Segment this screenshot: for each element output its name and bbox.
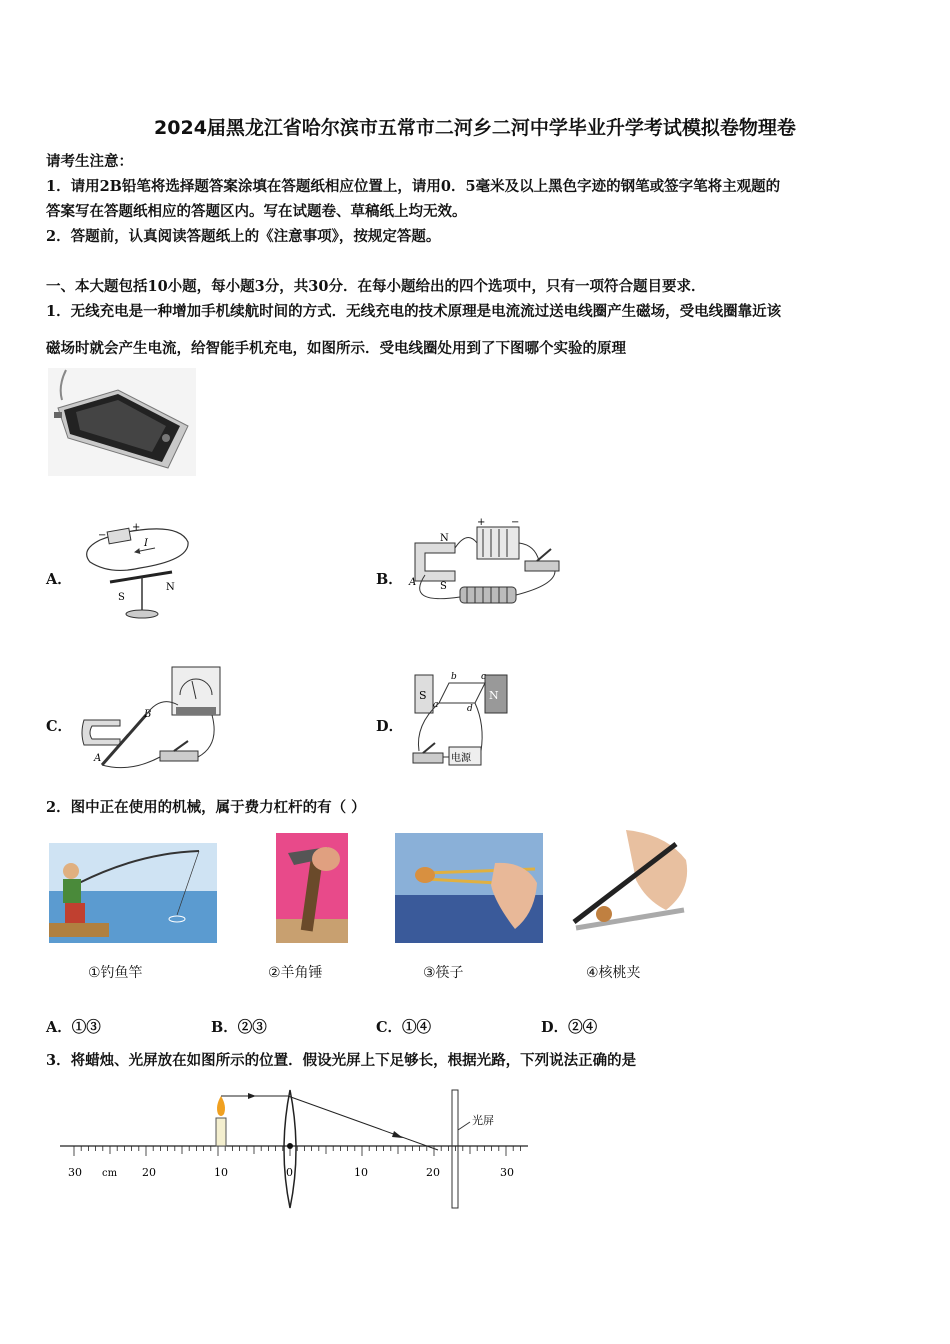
svg-text:B: B — [144, 709, 152, 720]
notice-line-1: 1．请用2B铅笔将选择题答案涂填在答题纸相应位置上，请用0．5毫米及以上黑色字迹的钢笔或签字笔将主观题的 — [46, 178, 781, 195]
claw-hammer-image — [276, 833, 348, 943]
notice-line-2: 答案写在答题纸相应的答题区内。写在试题卷、草稿纸上均无效。 — [46, 203, 467, 220]
q1-option-c-label: C． — [46, 718, 73, 735]
notice-heading: 请考生注意： — [46, 153, 133, 170]
svg-text:N: N — [166, 582, 175, 593]
q2-caption-2: ②羊角锤 — [268, 965, 323, 981]
notice-line-3: 2．答题前，认真阅读答题纸上的《注意事项》，按规定答题。 — [46, 228, 441, 245]
q3-stem: 3．将蜡烛、光屏放在如图所示的位置．假设光屏上下足够长，根据光路，下列说法正确的是 — [46, 1052, 637, 1069]
svg-text:光屏: 光屏 — [472, 1114, 494, 1127]
q2-option-d: D．②④ — [541, 1019, 598, 1036]
q1-figure-c — [80, 665, 225, 773]
fishing-rod-image — [49, 843, 217, 943]
q2-option-c: C．①④ — [376, 1019, 432, 1036]
wireless-charger-image — [48, 368, 196, 476]
svg-text:S: S — [118, 592, 125, 603]
q1-figure-a — [80, 520, 195, 625]
q1-figure-d — [405, 665, 515, 773]
q1-stem-line-1: 1．无线充电是一种增加手机续航时间的方式．无线充电的技术原理是电流流过送电线圈产生磁场，受电线圈靠近该 — [46, 303, 782, 320]
svg-text:a: a — [433, 700, 439, 710]
svg-text:d: d — [467, 704, 473, 714]
svg-text:A: A — [94, 753, 102, 764]
q1-stem-line-2: 磁场时就会产生电流，给智能手机充电，如图所示．受电线圈处用到了下图哪个实验的原理 — [46, 340, 626, 357]
page-title: 2024届黑龙江省哈尔滨市五常市二河乡二河中学毕业升学考试模拟卷物理卷 — [154, 117, 796, 139]
tick-label: 30 — [500, 1166, 514, 1179]
svg-text:S: S — [419, 689, 427, 702]
q1-figure-b — [405, 515, 565, 620]
q2-option-b: B．②③ — [211, 1019, 267, 1036]
optical-bench-diagram — [60, 1090, 530, 1215]
section-heading: 一、本大题包括10小题，每小题3分，共30分．在每小题给出的四个选项中，只有一项符合题目要求． — [46, 278, 706, 295]
svg-text:N: N — [489, 689, 499, 702]
svg-text:c: c — [481, 672, 487, 682]
q1-option-b-label: B． — [376, 571, 403, 588]
q1-option-a-label: A． — [46, 571, 72, 588]
q2-stem: 2．图中正在使用的机械，属于费力杠杆的有（ ） — [46, 799, 366, 816]
q2-caption-3: ③筷子 — [423, 965, 464, 981]
q1-option-d-label: D． — [376, 718, 404, 735]
svg-text:A: A — [409, 577, 417, 588]
tick-label: 10 — [214, 1166, 228, 1179]
svg-text:+: + — [477, 517, 486, 528]
svg-text:−: − — [511, 517, 520, 528]
svg-text:+: + — [132, 522, 141, 533]
svg-text:电源: 电源 — [451, 753, 471, 764]
q2-option-a: A．①③ — [46, 1019, 101, 1036]
tick-label: 20 — [142, 1166, 156, 1179]
chopsticks-image — [395, 833, 543, 943]
svg-text:I: I — [144, 538, 148, 549]
tick-label: 30 — [68, 1166, 82, 1179]
tick-label: 0 — [286, 1166, 293, 1179]
svg-text:−: − — [98, 530, 107, 541]
svg-text:cm: cm — [102, 1168, 118, 1179]
svg-text:N: N — [440, 533, 449, 544]
q2-caption-1: ①钓鱼竿 — [88, 965, 143, 981]
q2-caption-4: ④核桃夹 — [586, 965, 641, 981]
nutcracker-image — [566, 830, 692, 942]
svg-text:b: b — [451, 672, 457, 682]
svg-text:S: S — [440, 581, 447, 592]
tick-label: 20 — [426, 1166, 440, 1179]
tick-label: 10 — [354, 1166, 368, 1179]
